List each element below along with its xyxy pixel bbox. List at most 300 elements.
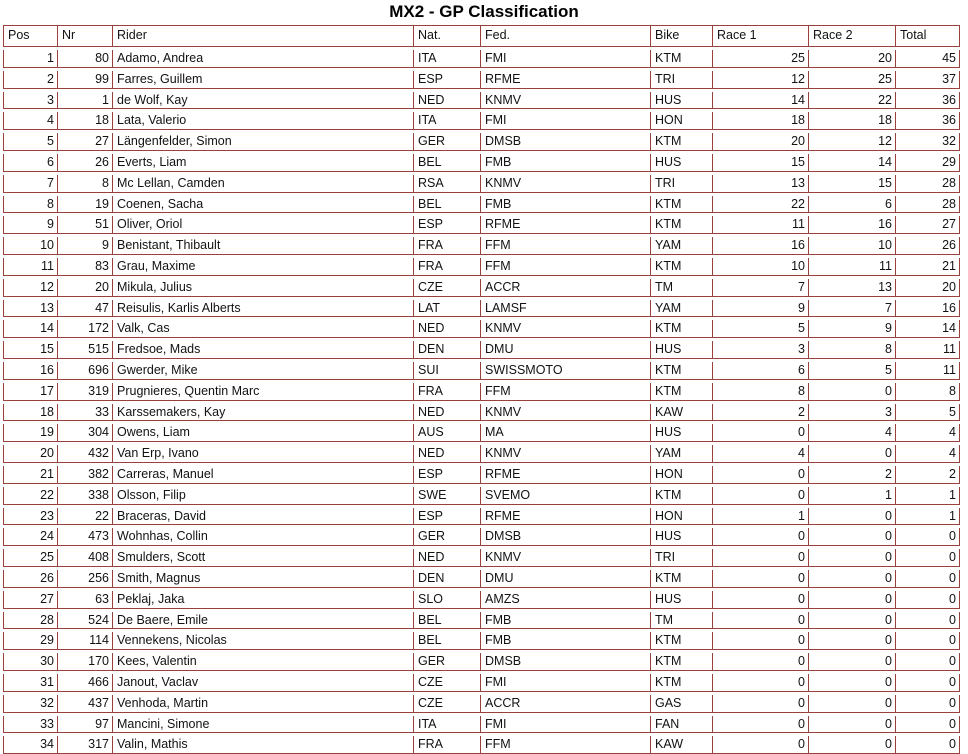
cell-total: 1 — [895, 487, 960, 504]
cell-fed: FFM — [480, 736, 650, 753]
cell-nat: ESP — [413, 71, 480, 88]
table-row — [3, 612, 960, 630]
cell-nat: ESP — [413, 466, 480, 483]
cell-rider: De Baere, Emile — [112, 612, 413, 629]
cell-pos: 26 — [3, 570, 57, 587]
cell-total: 0 — [895, 736, 960, 753]
cell-rider: Wohnhas, Collin — [112, 528, 413, 545]
cell-race2: 7 — [808, 300, 895, 317]
cell-rider: Van Erp, Ivano — [112, 445, 413, 462]
cell-bike: KAW — [650, 404, 712, 421]
cell-total: 5 — [895, 404, 960, 421]
cell-race1: 22 — [712, 196, 808, 213]
table-row — [3, 175, 960, 193]
cell-pos: 19 — [3, 424, 57, 441]
header-race1: Race 1 — [712, 26, 808, 46]
cell-race1: 0 — [712, 591, 808, 608]
cell-race2: 0 — [808, 695, 895, 712]
table-row — [3, 674, 960, 692]
cell-nr: 172 — [57, 320, 112, 337]
table-row — [3, 320, 960, 338]
cell-pos: 27 — [3, 591, 57, 608]
cell-rider: Mc Lellan, Camden — [112, 175, 413, 192]
cell-total: 14 — [895, 320, 960, 337]
cell-bike: HUS — [650, 341, 712, 358]
cell-total: 0 — [895, 695, 960, 712]
cell-race1: 0 — [712, 695, 808, 712]
cell-fed: FFM — [480, 258, 650, 275]
cell-nat: CZE — [413, 674, 480, 691]
cell-bike: HON — [650, 508, 712, 525]
cell-fed: FMI — [480, 112, 650, 129]
cell-race2: 18 — [808, 112, 895, 129]
cell-race1: 25 — [712, 50, 808, 67]
cell-nr: 317 — [57, 736, 112, 753]
cell-total: 45 — [895, 50, 960, 67]
cell-pos: 24 — [3, 528, 57, 545]
cell-race2: 0 — [808, 612, 895, 629]
cell-nat: NED — [413, 549, 480, 566]
table-row — [3, 112, 960, 130]
cell-rider: Smulders, Scott — [112, 549, 413, 566]
cell-fed: RFME — [480, 216, 650, 233]
cell-pos: 3 — [3, 92, 57, 109]
cell-race1: 15 — [712, 154, 808, 171]
cell-total: 11 — [895, 362, 960, 379]
cell-rider: Everts, Liam — [112, 154, 413, 171]
cell-nr: 114 — [57, 632, 112, 649]
cell-race2: 0 — [808, 591, 895, 608]
cell-race2: 0 — [808, 528, 895, 545]
cell-pos: 21 — [3, 466, 57, 483]
cell-bike: TM — [650, 279, 712, 296]
cell-pos: 28 — [3, 612, 57, 629]
cell-nat: SLO — [413, 591, 480, 608]
cell-race2: 0 — [808, 549, 895, 566]
cell-race1: 0 — [712, 716, 808, 733]
cell-race2: 20 — [808, 50, 895, 67]
cell-race2: 4 — [808, 424, 895, 441]
cell-fed: KNMV — [480, 92, 650, 109]
cell-total: 29 — [895, 154, 960, 171]
cell-nr: 47 — [57, 300, 112, 317]
cell-nat: GER — [413, 528, 480, 545]
cell-rider: Carreras, Manuel — [112, 466, 413, 483]
table-row — [3, 258, 960, 276]
cell-race1: 0 — [712, 424, 808, 441]
cell-rider: Valin, Mathis — [112, 736, 413, 753]
table-row — [3, 71, 960, 89]
cell-bike: KTM — [650, 632, 712, 649]
classification-table — [3, 25, 960, 754]
table-body — [3, 50, 960, 754]
cell-nat: BEL — [413, 196, 480, 213]
table-row — [3, 133, 960, 151]
cell-nr: 19 — [57, 196, 112, 213]
cell-nr: 83 — [57, 258, 112, 275]
cell-race2: 13 — [808, 279, 895, 296]
header-bike: Bike — [650, 26, 712, 46]
cell-fed: AMZS — [480, 591, 650, 608]
cell-rider: Prugnieres, Quentin Marc — [112, 383, 413, 400]
cell-rider: Lata, Valerio — [112, 112, 413, 129]
header-total: Total — [895, 26, 960, 46]
cell-fed: SVEMO — [480, 487, 650, 504]
cell-race2: 1 — [808, 487, 895, 504]
cell-pos: 17 — [3, 383, 57, 400]
cell-bike: KTM — [650, 216, 712, 233]
cell-bike: FAN — [650, 716, 712, 733]
cell-race1: 8 — [712, 383, 808, 400]
cell-nr: 696 — [57, 362, 112, 379]
cell-race2: 0 — [808, 674, 895, 691]
cell-race1: 16 — [712, 237, 808, 254]
cell-rider: Reisulis, Karlis Alberts — [112, 300, 413, 317]
cell-pos: 33 — [3, 716, 57, 733]
cell-total: 11 — [895, 341, 960, 358]
cell-race1: 1 — [712, 508, 808, 525]
cell-fed: FMI — [480, 50, 650, 67]
cell-nr: 408 — [57, 549, 112, 566]
cell-nr: 304 — [57, 424, 112, 441]
cell-nat: DEN — [413, 341, 480, 358]
cell-pos: 12 — [3, 279, 57, 296]
cell-bike: KTM — [650, 133, 712, 150]
cell-rider: Benistant, Thibault — [112, 237, 413, 254]
cell-fed: KNMV — [480, 445, 650, 462]
cell-pos: 22 — [3, 487, 57, 504]
cell-total: 27 — [895, 216, 960, 233]
cell-rider: Braceras, David — [112, 508, 413, 525]
cell-total: 36 — [895, 92, 960, 109]
cell-bike: KTM — [650, 570, 712, 587]
cell-race2: 9 — [808, 320, 895, 337]
cell-pos: 30 — [3, 653, 57, 670]
cell-fed: RFME — [480, 71, 650, 88]
cell-race2: 2 — [808, 466, 895, 483]
cell-nr: 256 — [57, 570, 112, 587]
cell-rider: Vennekens, Nicolas — [112, 632, 413, 649]
cell-race2: 0 — [808, 736, 895, 753]
cell-rider: Coenen, Sacha — [112, 196, 413, 213]
cell-pos: 4 — [3, 112, 57, 129]
cell-race2: 0 — [808, 445, 895, 462]
cell-race1: 0 — [712, 487, 808, 504]
header-race2: Race 2 — [808, 26, 895, 46]
cell-nr: 9 — [57, 237, 112, 254]
cell-nr: 466 — [57, 674, 112, 691]
cell-bike: HON — [650, 466, 712, 483]
cell-nat: ESP — [413, 216, 480, 233]
header-nat: Nat. — [413, 26, 480, 46]
table-row — [3, 508, 960, 526]
header-pos: Pos — [3, 26, 57, 46]
cell-fed: KNMV — [480, 404, 650, 421]
cell-nr: 33 — [57, 404, 112, 421]
cell-nat: ITA — [413, 50, 480, 67]
table-row — [3, 695, 960, 713]
cell-nr: 515 — [57, 341, 112, 358]
cell-race1: 11 — [712, 216, 808, 233]
cell-bike: GAS — [650, 695, 712, 712]
cell-race1: 0 — [712, 570, 808, 587]
cell-race2: 15 — [808, 175, 895, 192]
cell-fed: FMI — [480, 716, 650, 733]
cell-fed: FMB — [480, 632, 650, 649]
cell-nr: 8 — [57, 175, 112, 192]
cell-race1: 12 — [712, 71, 808, 88]
cell-race2: 6 — [808, 196, 895, 213]
cell-nr: 27 — [57, 133, 112, 150]
table-row — [3, 653, 960, 671]
cell-nat: NED — [413, 445, 480, 462]
cell-total: 0 — [895, 674, 960, 691]
cell-bike: TRI — [650, 175, 712, 192]
cell-race1: 14 — [712, 92, 808, 109]
cell-total: 0 — [895, 632, 960, 649]
table-row — [3, 196, 960, 214]
cell-pos: 15 — [3, 341, 57, 358]
cell-race2: 12 — [808, 133, 895, 150]
table-row — [3, 237, 960, 255]
cell-race1: 18 — [712, 112, 808, 129]
cell-pos: 25 — [3, 549, 57, 566]
cell-race2: 5 — [808, 362, 895, 379]
cell-pos: 6 — [3, 154, 57, 171]
cell-race2: 0 — [808, 508, 895, 525]
cell-race2: 0 — [808, 570, 895, 587]
cell-fed: KNMV — [480, 549, 650, 566]
cell-race2: 0 — [808, 653, 895, 670]
cell-race2: 14 — [808, 154, 895, 171]
cell-pos: 14 — [3, 320, 57, 337]
cell-fed: DMSB — [480, 528, 650, 545]
table-row — [3, 216, 960, 234]
cell-nr: 80 — [57, 50, 112, 67]
cell-pos: 23 — [3, 508, 57, 525]
cell-nat: ITA — [413, 112, 480, 129]
cell-rider: Peklaj, Jaka — [112, 591, 413, 608]
table-row — [3, 424, 960, 442]
cell-race1: 2 — [712, 404, 808, 421]
table-row — [3, 341, 960, 359]
cell-nr: 437 — [57, 695, 112, 712]
cell-race1: 10 — [712, 258, 808, 275]
cell-pos: 5 — [3, 133, 57, 150]
cell-fed: RFME — [480, 466, 650, 483]
cell-pos: 31 — [3, 674, 57, 691]
cell-bike: TRI — [650, 71, 712, 88]
cell-pos: 20 — [3, 445, 57, 462]
cell-nr: 26 — [57, 154, 112, 171]
cell-pos: 18 — [3, 404, 57, 421]
cell-race1: 13 — [712, 175, 808, 192]
table-row — [3, 362, 960, 380]
header-fed: Fed. — [480, 26, 650, 46]
cell-fed: ACCR — [480, 279, 650, 296]
table-row — [3, 549, 960, 567]
cell-rider: Olsson, Filip — [112, 487, 413, 504]
cell-pos: 2 — [3, 71, 57, 88]
cell-rider: Grau, Maxime — [112, 258, 413, 275]
cell-bike: HUS — [650, 424, 712, 441]
cell-rider: Valk, Cas — [112, 320, 413, 337]
cell-bike: KTM — [650, 362, 712, 379]
cell-rider: Oliver, Oriol — [112, 216, 413, 233]
cell-rider: Farres, Guillem — [112, 71, 413, 88]
cell-total: 4 — [895, 445, 960, 462]
cell-race1: 6 — [712, 362, 808, 379]
cell-race1: 0 — [712, 674, 808, 691]
cell-race2: 8 — [808, 341, 895, 358]
cell-race1: 0 — [712, 653, 808, 670]
cell-race1: 0 — [712, 466, 808, 483]
cell-nr: 338 — [57, 487, 112, 504]
cell-fed: FMI — [480, 674, 650, 691]
cell-race2: 3 — [808, 404, 895, 421]
cell-nr: 524 — [57, 612, 112, 629]
cell-pos: 8 — [3, 196, 57, 213]
cell-race1: 7 — [712, 279, 808, 296]
header-rider: Rider — [112, 26, 413, 46]
cell-pos: 29 — [3, 632, 57, 649]
cell-nat: RSA — [413, 175, 480, 192]
table-header-row — [3, 25, 960, 47]
cell-total: 0 — [895, 549, 960, 566]
cell-fed: ACCR — [480, 695, 650, 712]
cell-rider: Venhoda, Martin — [112, 695, 413, 712]
cell-nat: DEN — [413, 570, 480, 587]
cell-race1: 5 — [712, 320, 808, 337]
cell-fed: MA — [480, 424, 650, 441]
cell-rider: Janout, Vaclav — [112, 674, 413, 691]
cell-fed: KNMV — [480, 320, 650, 337]
cell-total: 16 — [895, 300, 960, 317]
cell-rider: Fredsoe, Mads — [112, 341, 413, 358]
cell-bike: HUS — [650, 528, 712, 545]
table-row — [3, 466, 960, 484]
cell-bike: YAM — [650, 445, 712, 462]
cell-rider: Adamo, Andrea — [112, 50, 413, 67]
cell-nat: SWE — [413, 487, 480, 504]
table-row — [3, 632, 960, 650]
table-row — [3, 716, 960, 734]
cell-bike: HUS — [650, 154, 712, 171]
page-title: MX2 - GP Classification — [389, 2, 579, 21]
cell-bike: TM — [650, 612, 712, 629]
cell-nr: 18 — [57, 112, 112, 129]
cell-nr: 382 — [57, 466, 112, 483]
cell-bike: KTM — [650, 196, 712, 213]
cell-fed: SWISSMOTO — [480, 362, 650, 379]
cell-nat: BEL — [413, 154, 480, 171]
cell-race1: 0 — [712, 632, 808, 649]
cell-fed: FMB — [480, 612, 650, 629]
cell-nr: 51 — [57, 216, 112, 233]
cell-race1: 0 — [712, 549, 808, 566]
cell-nat: ESP — [413, 508, 480, 525]
table-row — [3, 92, 960, 110]
cell-total: 0 — [895, 716, 960, 733]
cell-race2: 25 — [808, 71, 895, 88]
cell-bike: HUS — [650, 92, 712, 109]
cell-fed: DMU — [480, 570, 650, 587]
cell-fed: DMSB — [480, 133, 650, 150]
cell-nat: FRA — [413, 736, 480, 753]
cell-total: 20 — [895, 279, 960, 296]
cell-nat: FRA — [413, 258, 480, 275]
cell-nr: 473 — [57, 528, 112, 545]
cell-nat: AUS — [413, 424, 480, 441]
cell-bike: HON — [650, 112, 712, 129]
cell-nat: NED — [413, 404, 480, 421]
cell-rider: Owens, Liam — [112, 424, 413, 441]
cell-total: 36 — [895, 112, 960, 129]
cell-race2: 10 — [808, 237, 895, 254]
cell-nat: GER — [413, 133, 480, 150]
cell-race2: 11 — [808, 258, 895, 275]
cell-fed: FMB — [480, 196, 650, 213]
cell-bike: KTM — [650, 50, 712, 67]
cell-pos: 9 — [3, 216, 57, 233]
cell-race1: 9 — [712, 300, 808, 317]
cell-fed: DMU — [480, 341, 650, 358]
cell-pos: 16 — [3, 362, 57, 379]
cell-race2: 22 — [808, 92, 895, 109]
cell-rider: Karssemakers, Kay — [112, 404, 413, 421]
cell-bike: KTM — [650, 487, 712, 504]
cell-race1: 0 — [712, 736, 808, 753]
cell-race1: 4 — [712, 445, 808, 462]
table-row — [3, 736, 960, 754]
cell-total: 0 — [895, 653, 960, 670]
cell-nat: BEL — [413, 632, 480, 649]
cell-bike: KTM — [650, 320, 712, 337]
cell-bike: HUS — [650, 591, 712, 608]
cell-nat: GER — [413, 653, 480, 670]
cell-race1: 3 — [712, 341, 808, 358]
table-row — [3, 591, 960, 609]
cell-total: 0 — [895, 528, 960, 545]
table-row — [3, 528, 960, 546]
cell-race2: 0 — [808, 716, 895, 733]
cell-nat: CZE — [413, 695, 480, 712]
cell-nr: 319 — [57, 383, 112, 400]
cell-fed: FFM — [480, 383, 650, 400]
cell-race2: 0 — [808, 632, 895, 649]
cell-rider: de Wolf, Kay — [112, 92, 413, 109]
cell-total: 28 — [895, 196, 960, 213]
cell-nr: 99 — [57, 71, 112, 88]
cell-total: 28 — [895, 175, 960, 192]
cell-pos: 1 — [3, 50, 57, 67]
table-row — [3, 404, 960, 422]
cell-total: 0 — [895, 612, 960, 629]
cell-nr: 63 — [57, 591, 112, 608]
cell-nr: 170 — [57, 653, 112, 670]
cell-nat: FRA — [413, 237, 480, 254]
cell-total: 1 — [895, 508, 960, 525]
cell-rider: Smith, Magnus — [112, 570, 413, 587]
cell-total: 0 — [895, 570, 960, 587]
cell-rider: Gwerder, Mike — [112, 362, 413, 379]
cell-fed: KNMV — [480, 175, 650, 192]
cell-nat: LAT — [413, 300, 480, 317]
cell-bike: TRI — [650, 549, 712, 566]
table-row — [3, 154, 960, 172]
cell-pos: 11 — [3, 258, 57, 275]
cell-nr: 97 — [57, 716, 112, 733]
